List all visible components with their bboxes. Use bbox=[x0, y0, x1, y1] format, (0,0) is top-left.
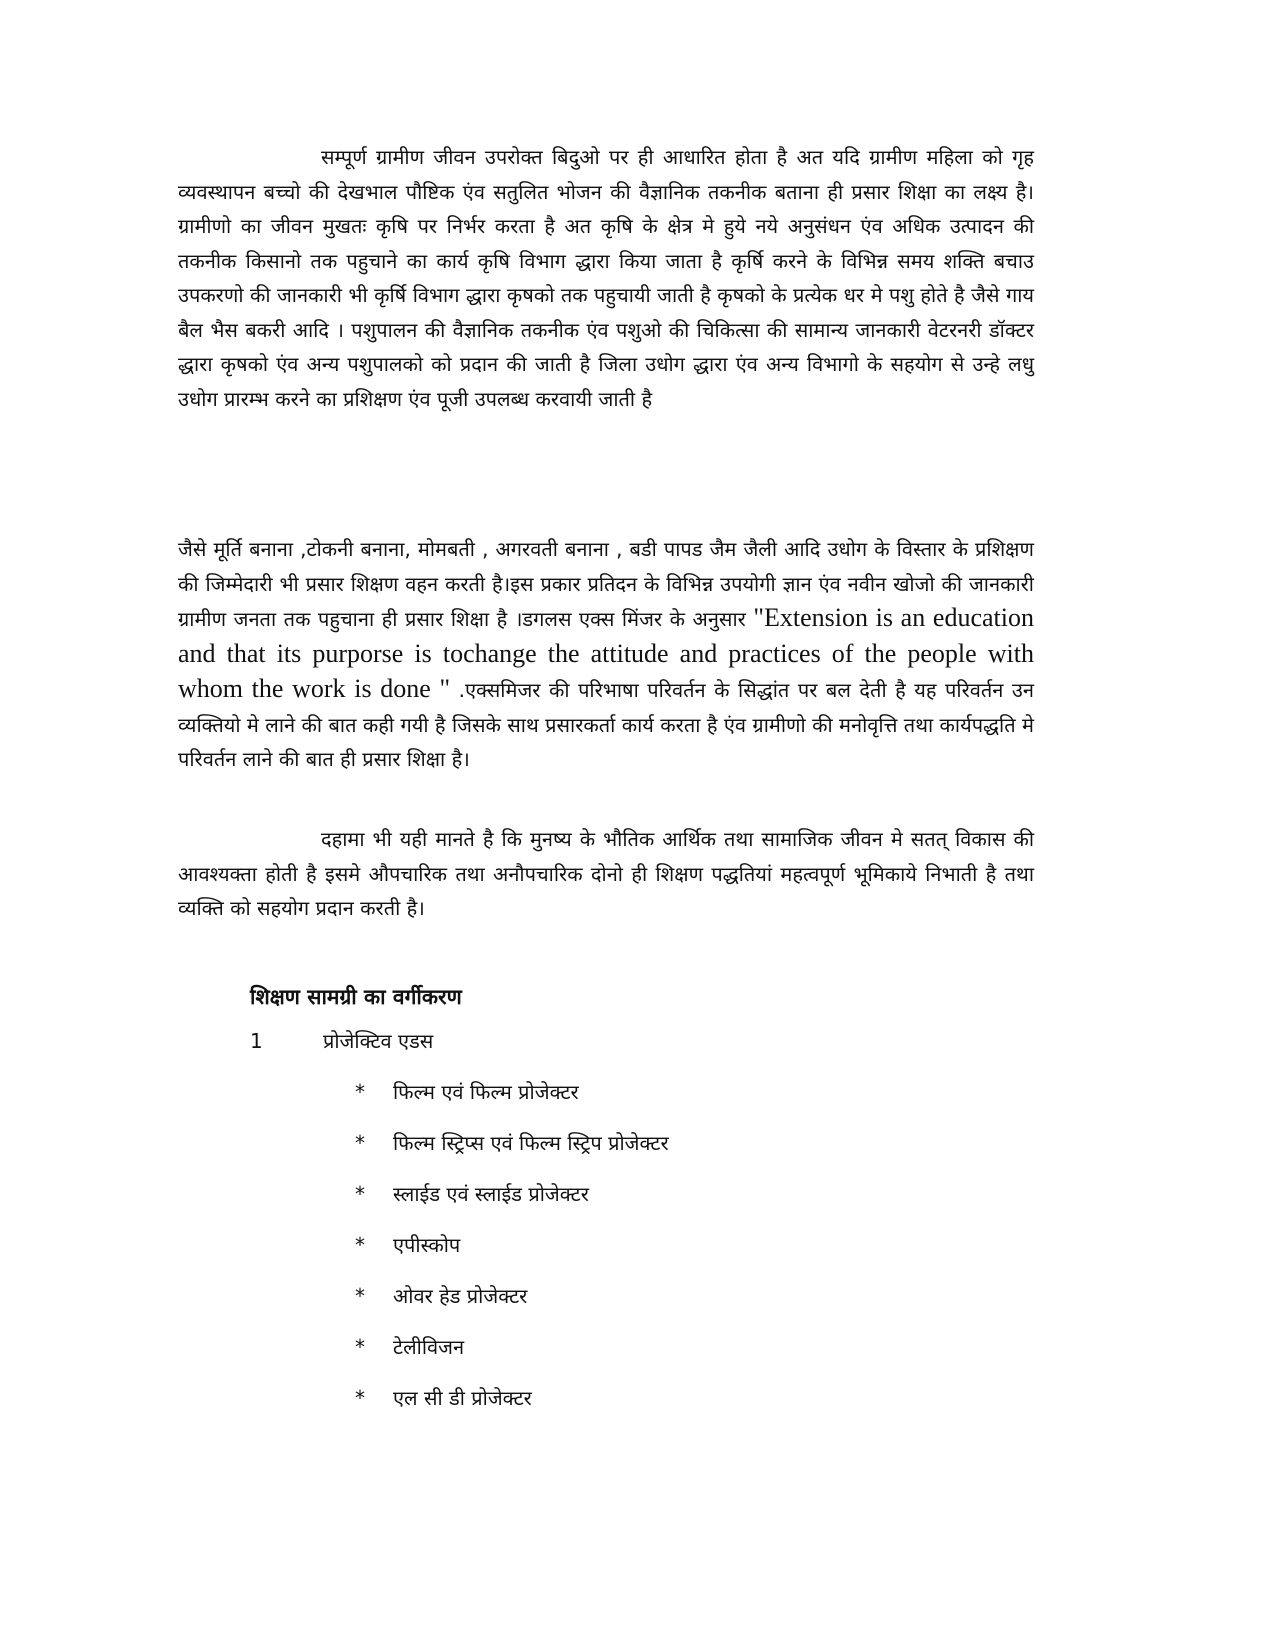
list-item bbox=[355, 1279, 669, 1330]
asterisk-bullet: * bbox=[355, 1182, 365, 1206]
list-item bbox=[355, 1126, 669, 1177]
list-item-label: एपीस्कोप bbox=[393, 1233, 461, 1257]
asterisk-bullet: * bbox=[355, 1131, 365, 1155]
paragraph-text-part: .एक्समिजर की परिभाषा परिवर्तन के सिद्धांत पर बल देती है यह परिवर्तन उन व्यक्तियो मे लाने की बात कही गयी है जिसके साथ प्रसारकर्ता कार्य करता है एंव ग्रामीणो की मनोवृत्ति तथा कार्यपद्धति मे परिवर्तन लाने की बात ही प्रसार शिक्षा है। bbox=[178, 678, 1034, 771]
list-item bbox=[355, 1228, 669, 1279]
asterisk-bullet: * bbox=[355, 1335, 365, 1359]
list-item-label: ओवर हेड प्रोजेक्टर bbox=[393, 1284, 528, 1308]
list-item bbox=[355, 1330, 669, 1381]
paragraph-dahama: दहामा भी यही मानते है कि मुनष्य के भौतिक आर्थिक तथा सामाजिक जीवन मे सतत् विकास की आवश्यक्ता होती है इसमे औपचारिक तथा अनौपचारिक दोनो ही शिक्षण पद्धतियां महत्वपूर्ण भूमिकाये निभाती है तथा व्यक्ति को सहयोग प्रदान करती है। bbox=[178, 827, 1034, 920]
asterisk-bullet: * bbox=[355, 1080, 365, 1104]
list-item-label: स्लाईड एवं स्लाईड प्रोजेक्टर bbox=[393, 1182, 589, 1206]
asterisk-bullet: * bbox=[355, 1233, 365, 1257]
paragraph-text-part: जैसे मूर्ति बनाना ,टोकनी बनाना, मोमबती , अगरवती बनाना , बडी पापड जैम जैली आदि उधोग के विस्तार के प्रशिक्षण की जिम्मेदारी भी प्रसार शिक्षण वहन करती है।इस प्रकार प्रतिदन के विभिन्न उपयोगी ज्ञान एंव नवीन खोजो की जानकारी ग्रामीण जनता तक पहुचाना ही प्रसार शिक्षा है ।डगलस एक्स मिंजर के अनुसार bbox=[178, 537, 1034, 631]
asterisk-bullet: * bbox=[355, 1386, 365, 1410]
english-quote: "Extension is an education and that its purporse is tochange the attitude and practices of the people with whom the work is done " bbox=[178, 603, 1034, 703]
projective-aids-list bbox=[355, 1075, 669, 1432]
list-item bbox=[355, 1381, 669, 1432]
list-item-label: फिल्म एवं फिल्म प्रोजेक्टर bbox=[393, 1080, 579, 1104]
paragraph-rural-life: सम्पूर्ण ग्रामीण जीवन उपरोक्त बिदुओ पर ही आधारित होता है अत यदि ग्रामीण महिला को गृह व्यवस्थापन बच्चो की देखभाल पौष्टिक एंव सतुलित भोजन की वैज्ञानिक तकनीक बताना ही प्रसार शिक्षा का लक्ष्य है।ग्रामीणो का जीवन मुखतः कृषि पर निर्भर करता है अत कृषि के क्षेत्र मे हुये नये अनुसंधन एंव अधिक उत्पादन की तकनीक किसानो तक पहुचाने का कार्य कृषि विभाग द्धारा किया जाता है कृर्षि करने के विभिन्न समय शक्ति बचाउ उपकरणो की जानकारी भी कृर्षि विभाग द्धारा कृषको तक पहुचायी जाती है कृषको के प्रत्येक धर मे पशु होते है जैसे गाय बैल भैस बकरी आदि । पशुपालन की वैज्ञानिक तकनीक एंव पशुओ की चिकित्सा की सामान्य जानकारी वेटरनरी डॉक्टर द्धारा कृषको एंव अन्य पशुपालको को प्रदान की जाती है जिला उधोग द्धारा एंव अन्य विभागो के सहयोग से उन्हे लधु उधोग प्रारम्भ करने का प्रशिक्षण एंव पूजी उपलब्ध करवायी जाती है bbox=[178, 145, 1034, 411]
category-number: 1 bbox=[250, 1029, 263, 1053]
list-item-label: टेलीविजन bbox=[393, 1335, 465, 1359]
list-item bbox=[355, 1075, 669, 1126]
list-item bbox=[355, 1177, 669, 1228]
section-heading: शिक्षण सामग्री का वर्गीकरण bbox=[250, 985, 462, 1009]
list-item-label: एल सी डी प्रोजेक्टर bbox=[393, 1386, 532, 1410]
paragraph-extension-definition bbox=[178, 532, 1034, 777]
asterisk-bullet: * bbox=[355, 1284, 365, 1308]
list-item-label: फिल्म स्ट्रिप्स एवं फिल्म स्ट्रिप प्रोजेक्टर bbox=[393, 1131, 669, 1155]
category-label: प्रोजेक्टिव एडस bbox=[323, 1029, 434, 1053]
